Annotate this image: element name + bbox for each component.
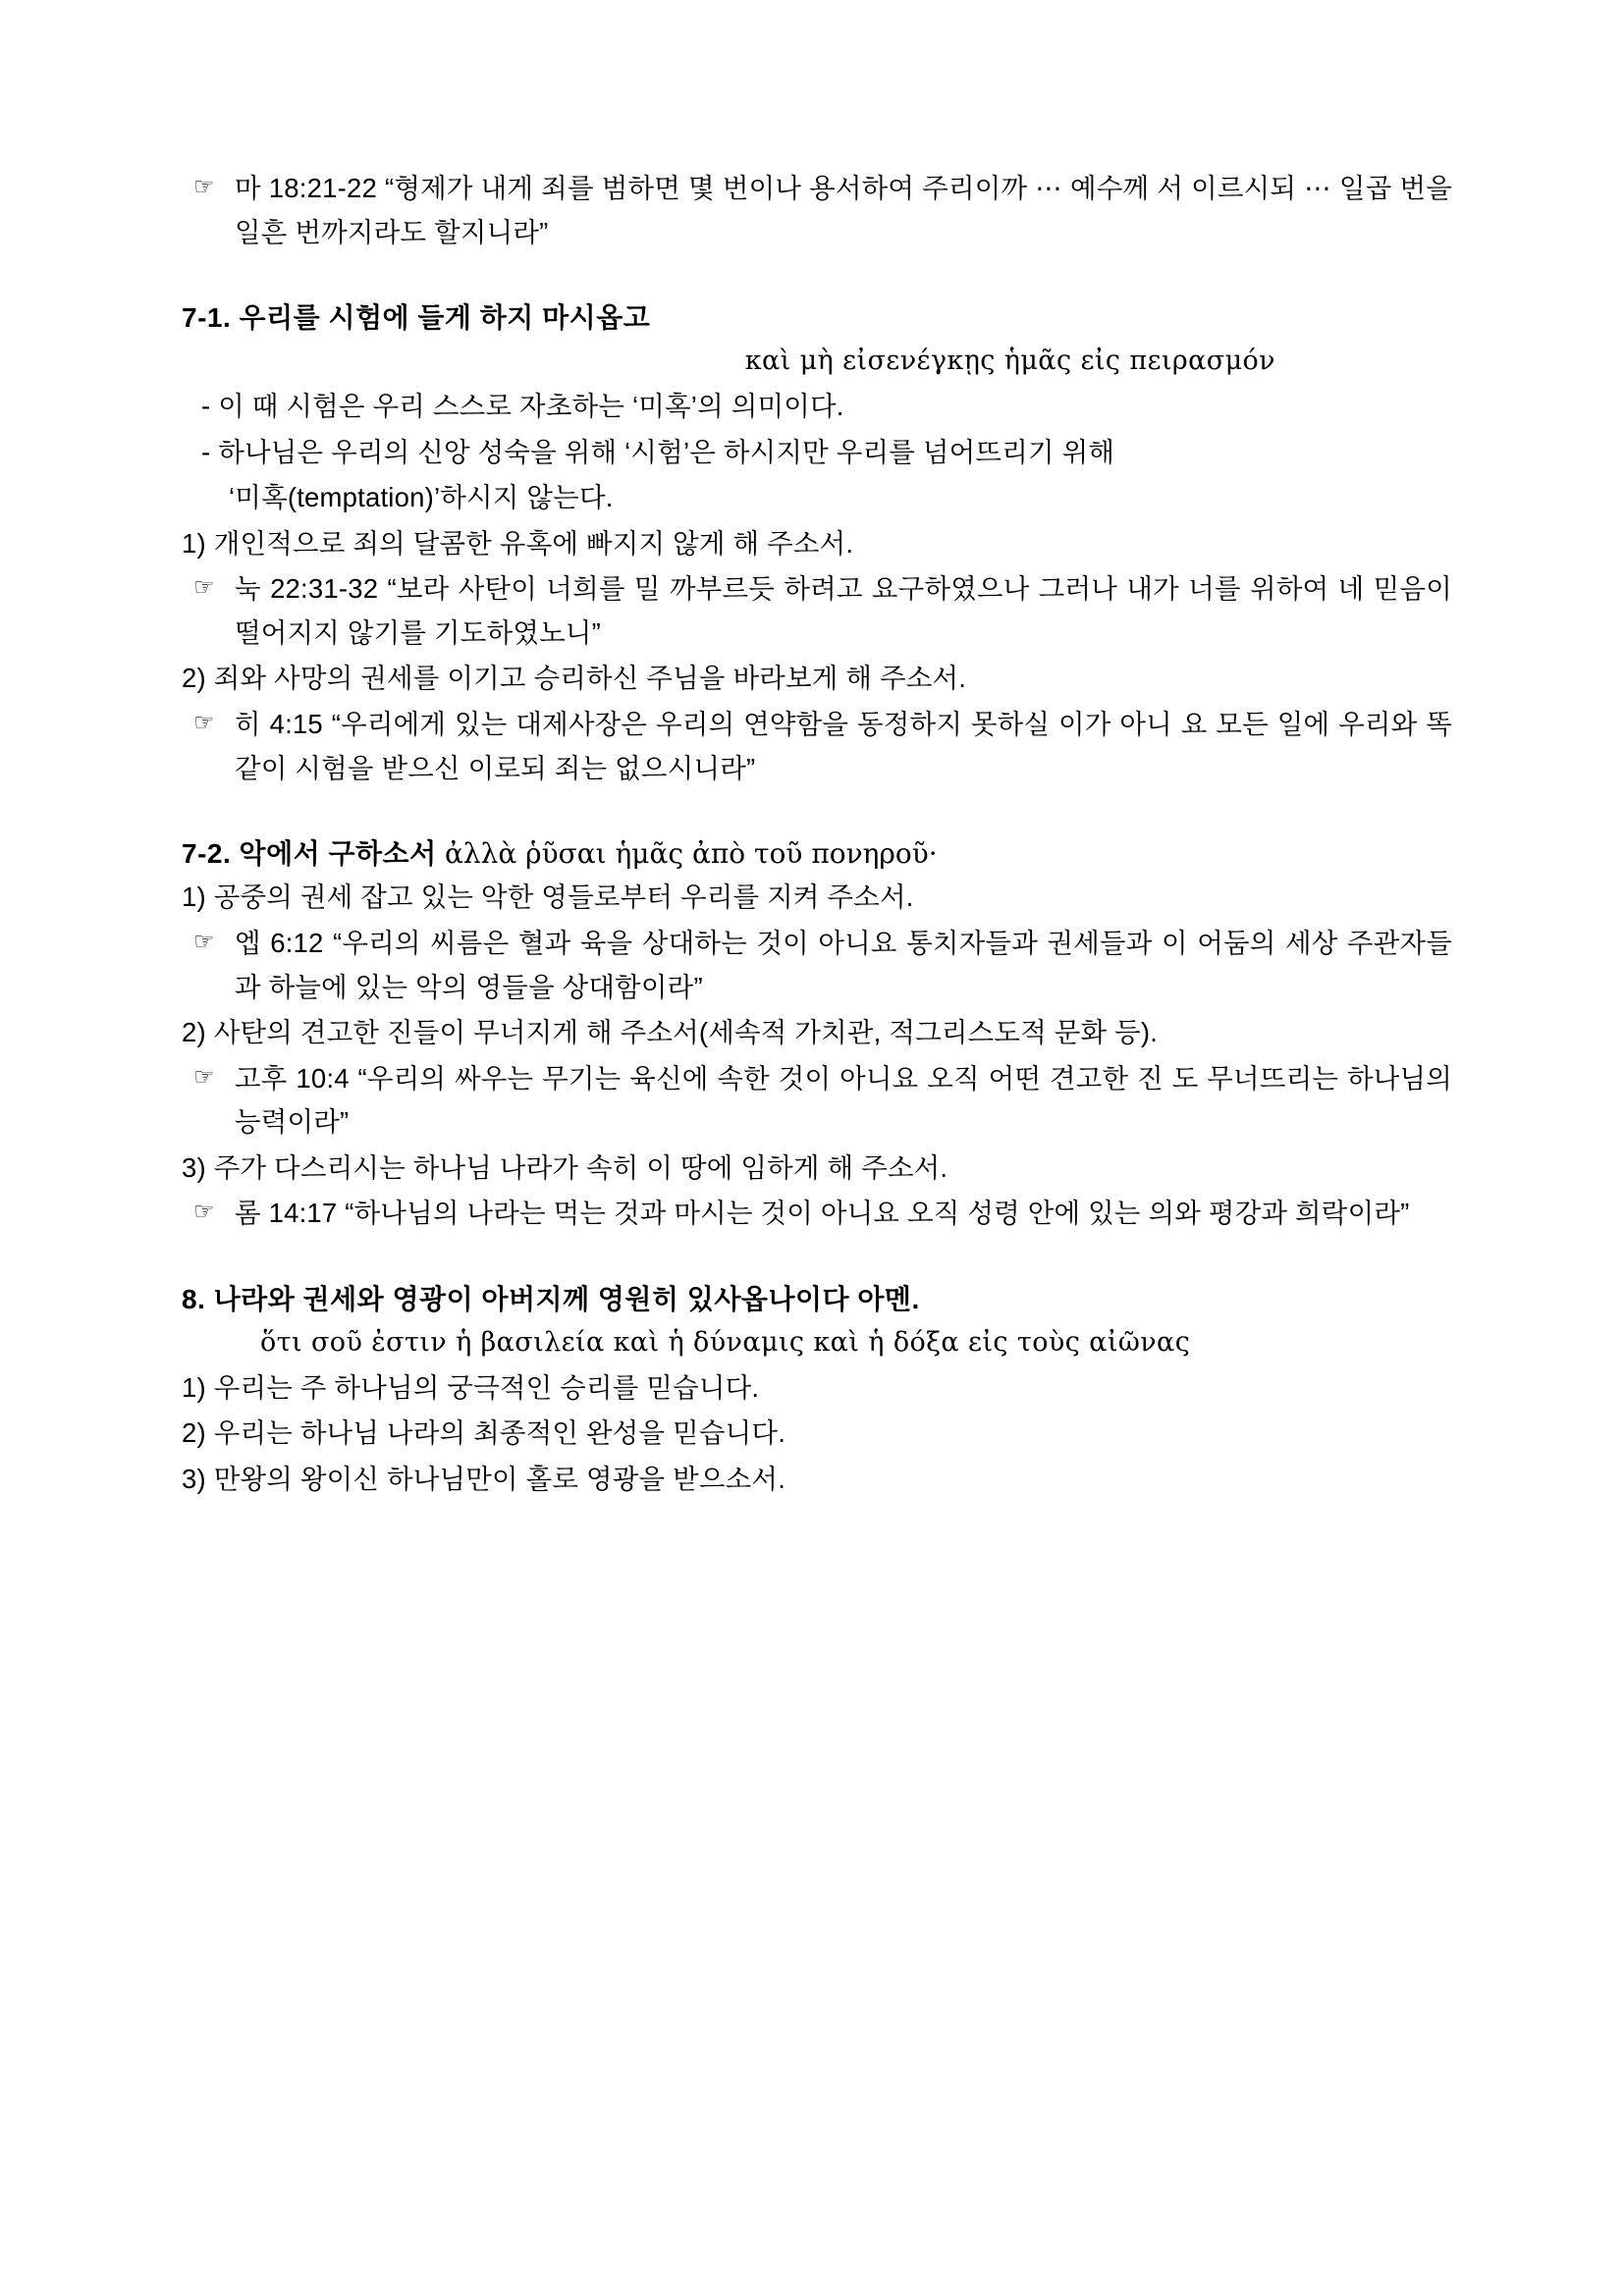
heading-7-1: 7-1. 우리를 시험에 들게 하지 마시옵고 (182, 302, 651, 334)
scripture-text (235, 567, 1452, 655)
spacer (182, 256, 1452, 295)
list-item-7-2-2: 2) 사탄의 견고한 진들이 무너지게 해 주소서(세속적 가치관, 적그리스도적 문화 등). (182, 1017, 1159, 1048)
scripture-line-2: 서 이르시되 ⋯ 일곱 번을 일흔 번까지라도 할지니라” (235, 173, 1453, 247)
spacer (182, 792, 1452, 831)
scripture-line-1: 고후 10:4 “우리의 싸우는 무기는 육신에 속한 것이 아니요 오직 어떤 견고한 진 (235, 1062, 1164, 1094)
scripture-luke-22 (182, 567, 1452, 655)
scripture-line-1: 롬 14:17 “하나님의 나라는 먹는 것과 마시는 것이 아니요 오직 성령 안에 있는 (235, 1198, 1141, 1229)
heading-7-2-greek: ἀλλὰ ῥῦσαι ἡμᾶς ἀπὸ τοῦ πονηροῦ· (444, 837, 938, 871)
scripture-text (235, 922, 1452, 1009)
scripture-line-2: 요 모든 일에 우리와 똑같이 시험을 받으신 이로되 죄는 없으시니라” (235, 709, 1453, 783)
scripture-matthew-18 (182, 167, 1452, 254)
scripture-line-1: 엡 6:12 “우리의 씨름은 혈과 육을 상대하는 것이 아니요 통치자들과 권세들과 이 (235, 928, 1188, 959)
spacer (182, 1238, 1452, 1277)
scripture-ephesians-6 (182, 922, 1452, 1009)
scripture-line-1: 마 18:21-22 “형제가 내게 죄를 범하면 몇 번이나 용서하여 주리이까 ⋯ 예수께 (235, 173, 1150, 203)
scripture-line-2: 의와 평강과 희락이라” (1148, 1198, 1410, 1229)
list-item-7-2-1: 1) 공중의 권세 잡고 있는 악한 영들로부터 우리를 지켜 주소서. (182, 881, 914, 913)
pointing-hand-icon: ☞ (193, 710, 215, 737)
scripture-hebrews-4 (182, 703, 1452, 790)
scripture-text (235, 703, 1452, 790)
scripture-line-2: 어둠의 세상 주관자들과 하늘에 있는 악의 영들을 상대함이라” (235, 928, 1452, 1002)
greek-line-7-1: καὶ μὴ εἰσενέγκῃς ἡμᾶς εἰς πειρασμόν (744, 346, 1275, 377)
scripture-text (235, 167, 1452, 254)
scripture-line-1: 히 4:15 “우리에게 있는 대제사장은 우리의 연약함을 동정하지 못하실 이가 아니 (235, 709, 1172, 740)
dash-item-2: - 하나님은 우리의 신앙 성숙을 위해 ‘시험’은 하시지만 우리를 넘어뜨리기 위해 (201, 436, 1115, 467)
list-item-7-1-1: 1) 개인적으로 죄의 달콤한 유혹에 빠지지 않게 해 주소서. (182, 527, 854, 559)
scripture-text (235, 1192, 1452, 1236)
heading-7-2-label: 7-2. 악에서 구하소서 (182, 838, 437, 870)
scripture-romans-14 (182, 1192, 1452, 1236)
greek-line-8: ὅτι σοῦ ἐστιν ἡ βασιλεία καὶ ἡ δύναμις καὶ ἡ δόξα εἰς τοὺς αἰῶνας (260, 1327, 1191, 1359)
pointing-hand-icon: ☞ (193, 929, 215, 956)
heading-8: 8. 나라와 권세와 영광이 아버지께 영원히 있사옵나이다 아멘. (182, 1283, 920, 1314)
pointing-hand-icon: ☞ (193, 1199, 215, 1226)
list-item-8-3: 3) 만왕의 왕이신 하나님만이 홀로 영광을 받으소서. (182, 1464, 786, 1495)
dash-item-1: - 이 때 시험은 우리 스스로 자초하는 ‘미혹’의 의미이다. (201, 391, 844, 422)
dash-item-2-continuation: ‘미혹(temptation)’하시지 않는다. (229, 482, 614, 513)
list-item-8-1: 1) 우리는 주 하나님의 궁극적인 승리를 믿습니다. (182, 1371, 760, 1403)
scripture-line-2: 도 무너뜨리는 하나님의 능력이라” (235, 1062, 1452, 1138)
pointing-hand-icon: ☞ (193, 574, 215, 602)
scripture-line-1: 눅 22:31-32 “보라 사탄이 너희를 밀 까부르듯 하려고 요구하였으나 그러나 내가 (235, 573, 1179, 605)
scripture-text (235, 1057, 1452, 1145)
document-body (182, 167, 1452, 1502)
list-item-7-2-3: 3) 주가 다스리시는 하나님 나라가 속히 이 땅에 임하게 해 주소서. (182, 1151, 948, 1183)
list-item-7-1-2: 2) 죄와 사망의 권세를 이기고 승리하신 주님을 바라보게 해 주소서. (182, 663, 967, 694)
scripture-2corinthians-10 (182, 1057, 1452, 1145)
pointing-hand-icon: ☞ (193, 1063, 215, 1091)
pointing-hand-icon: ☞ (193, 174, 215, 200)
heading-7-2 (182, 831, 1452, 876)
list-item-8-2: 2) 우리는 하나님 나라의 최종적인 완성을 믿습니다. (182, 1417, 786, 1449)
scripture-line-2: 너를 위하여 네 믿음이 떨어지지 않기를 기도하였노니” (235, 573, 1453, 648)
